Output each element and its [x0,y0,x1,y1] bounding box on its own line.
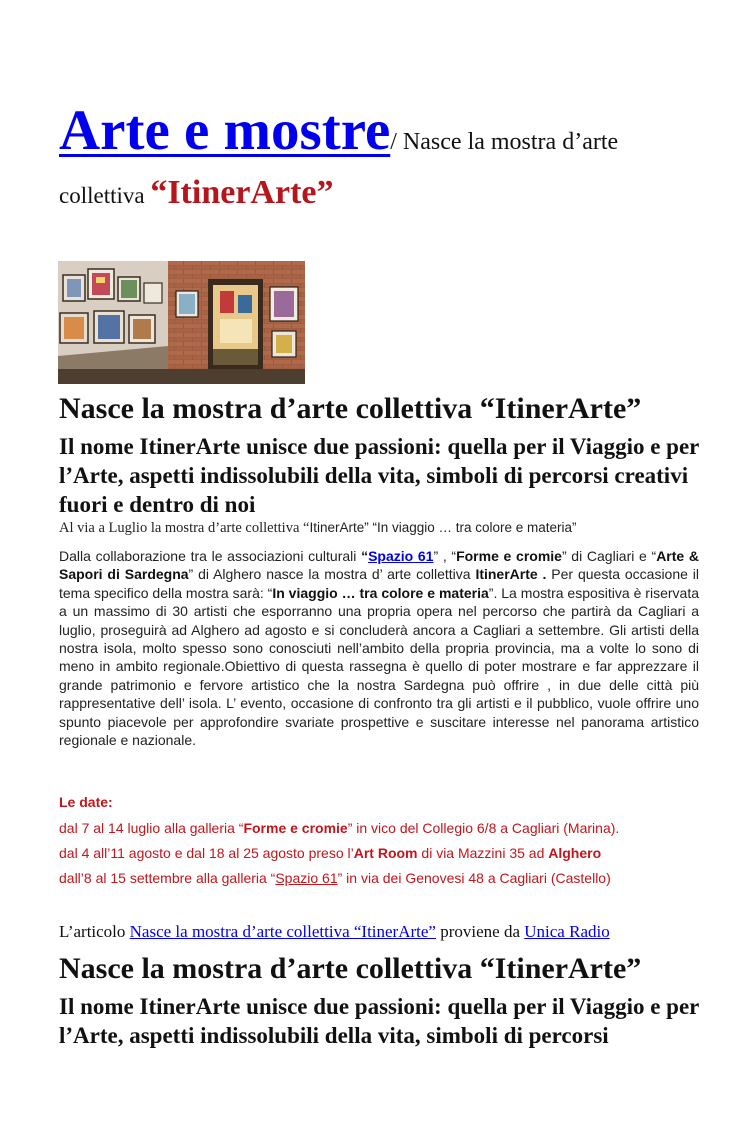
dates-label: Le date: [59,794,113,810]
article-link[interactable]: Nasce la mostra d’arte collettiva “ItinerArte” [129,922,436,941]
date-line-1 [59,820,619,836]
date2-text: di via Mazzini 35 ad [417,845,549,861]
intro-sans-text: ItinerArte” “In viaggio … tra colore e materia” [309,520,577,535]
body-text: ” , “ [433,548,457,564]
date1-text: dal 7 al 14 luglio alla galleria “ [59,820,244,836]
date-line-2 [59,845,601,861]
spazio61-venue-link[interactable]: Spazio 61 [275,870,338,886]
arte-sapori-name: Arte & Sapori di Sardegna [59,548,699,583]
exhibition-photo [58,261,305,384]
title-tail: / Nasce la mostra d’arte [390,129,619,155]
article-intro [59,520,577,537]
body-text: Dalla collaborazione tra le associazioni culturali [59,548,362,564]
article2-subheading: Il nome ItinerArte unisce due passioni: quella per il Viaggio e per l’Arte, aspetti indissolubili della vita, simboli di percorsi [59,994,699,1048]
source-attribution [59,922,610,942]
spazio61-link[interactable]: Spazio 61 [368,548,434,564]
date2-venue: Art Room [353,845,418,861]
document-title [59,99,619,162]
date3-text: ” in via dei Genovesi 48 a Cagliari (Castello) [337,870,611,886]
category-link[interactable]: Arte e mostre [59,99,391,162]
article-heading: Nasce la mostra d’arte collettiva “ItinerArte” [59,392,642,425]
intro-serif-text: Al via a Luglio la mostra d’arte collettiva “ [59,520,310,536]
source-link[interactable]: Unica Radio [524,922,610,941]
date1-text: ” in vico del Collegio 6/8 a Cagliari (Marina). [347,820,620,836]
article-subheading: Il nome ItinerArte unisce due passioni: quella per il Viaggio e per l’Arte, aspetti indissolubili della vita, simboli di percorsi creativi fuori e dentro di noi [59,434,699,517]
exhibition-theme: In viaggio … tra colore e materia [272,584,489,601]
footer-prefix: L’articolo [59,922,130,941]
date2-text: dal 4 all’11 agosto e dal 18 al 25 agosto preso l’ [59,845,354,861]
body-quote: “ [361,548,369,564]
body-text: ”. La mostra espositiva è riservata a un massimo di 30 artisti che esporranno una propria opera nel percorso che partirà da Cagliari a luglio, proseguirà ad Alghero ad agosto e si concluderà ancora a Cagliari a settembre. Gli artisti della nostra isola, molto spesso sono conosciuti nell’ambito della propria provincia, ma a volte lo sono di meno in ambito regionale.Obiettivo di questa rassegna è quello di poter mostrare e far apprezzare il grande patrimonio e fervore artistico che la nostra Sardegna può offrire , in due delle città più rappresentative dell’ isola. L’ evento, occasione di confronto tra gli artisti e il pubblico, vuole offrire uno spunto piacevole per approfondire svariate prospettive e suscitare interesse nel panorama artistico regionale e nazionale. [59,584,699,749]
itinerarte-name: ItinerArte . [475,566,547,583]
footer-middle: proviene da [435,922,525,941]
date-line-3 [59,870,611,886]
article-body [59,547,699,749]
body-text: Per questa occasione il tema specifico della mostra sarà: “ [59,566,699,601]
date1-venue: Forme e cromie [243,820,348,836]
date2-city: Alghero [548,845,602,861]
document-title-line2 [59,176,333,210]
title-itinerarte: “ItinerArte” [150,174,334,211]
body-text: ” di Alghero nasce la mostra d’ arte collettiva [188,566,476,583]
date3-text: dall’8 al 15 settembre alla galleria “ [59,870,276,886]
article2-heading: Nasce la mostra d’arte collettiva “ItinerArte” [59,952,642,985]
forme-cromie-name: Forme e cromie [456,548,562,564]
body-text: ” di Cagliari e “ [561,548,657,564]
title-collettiva: collettiva [59,183,151,208]
